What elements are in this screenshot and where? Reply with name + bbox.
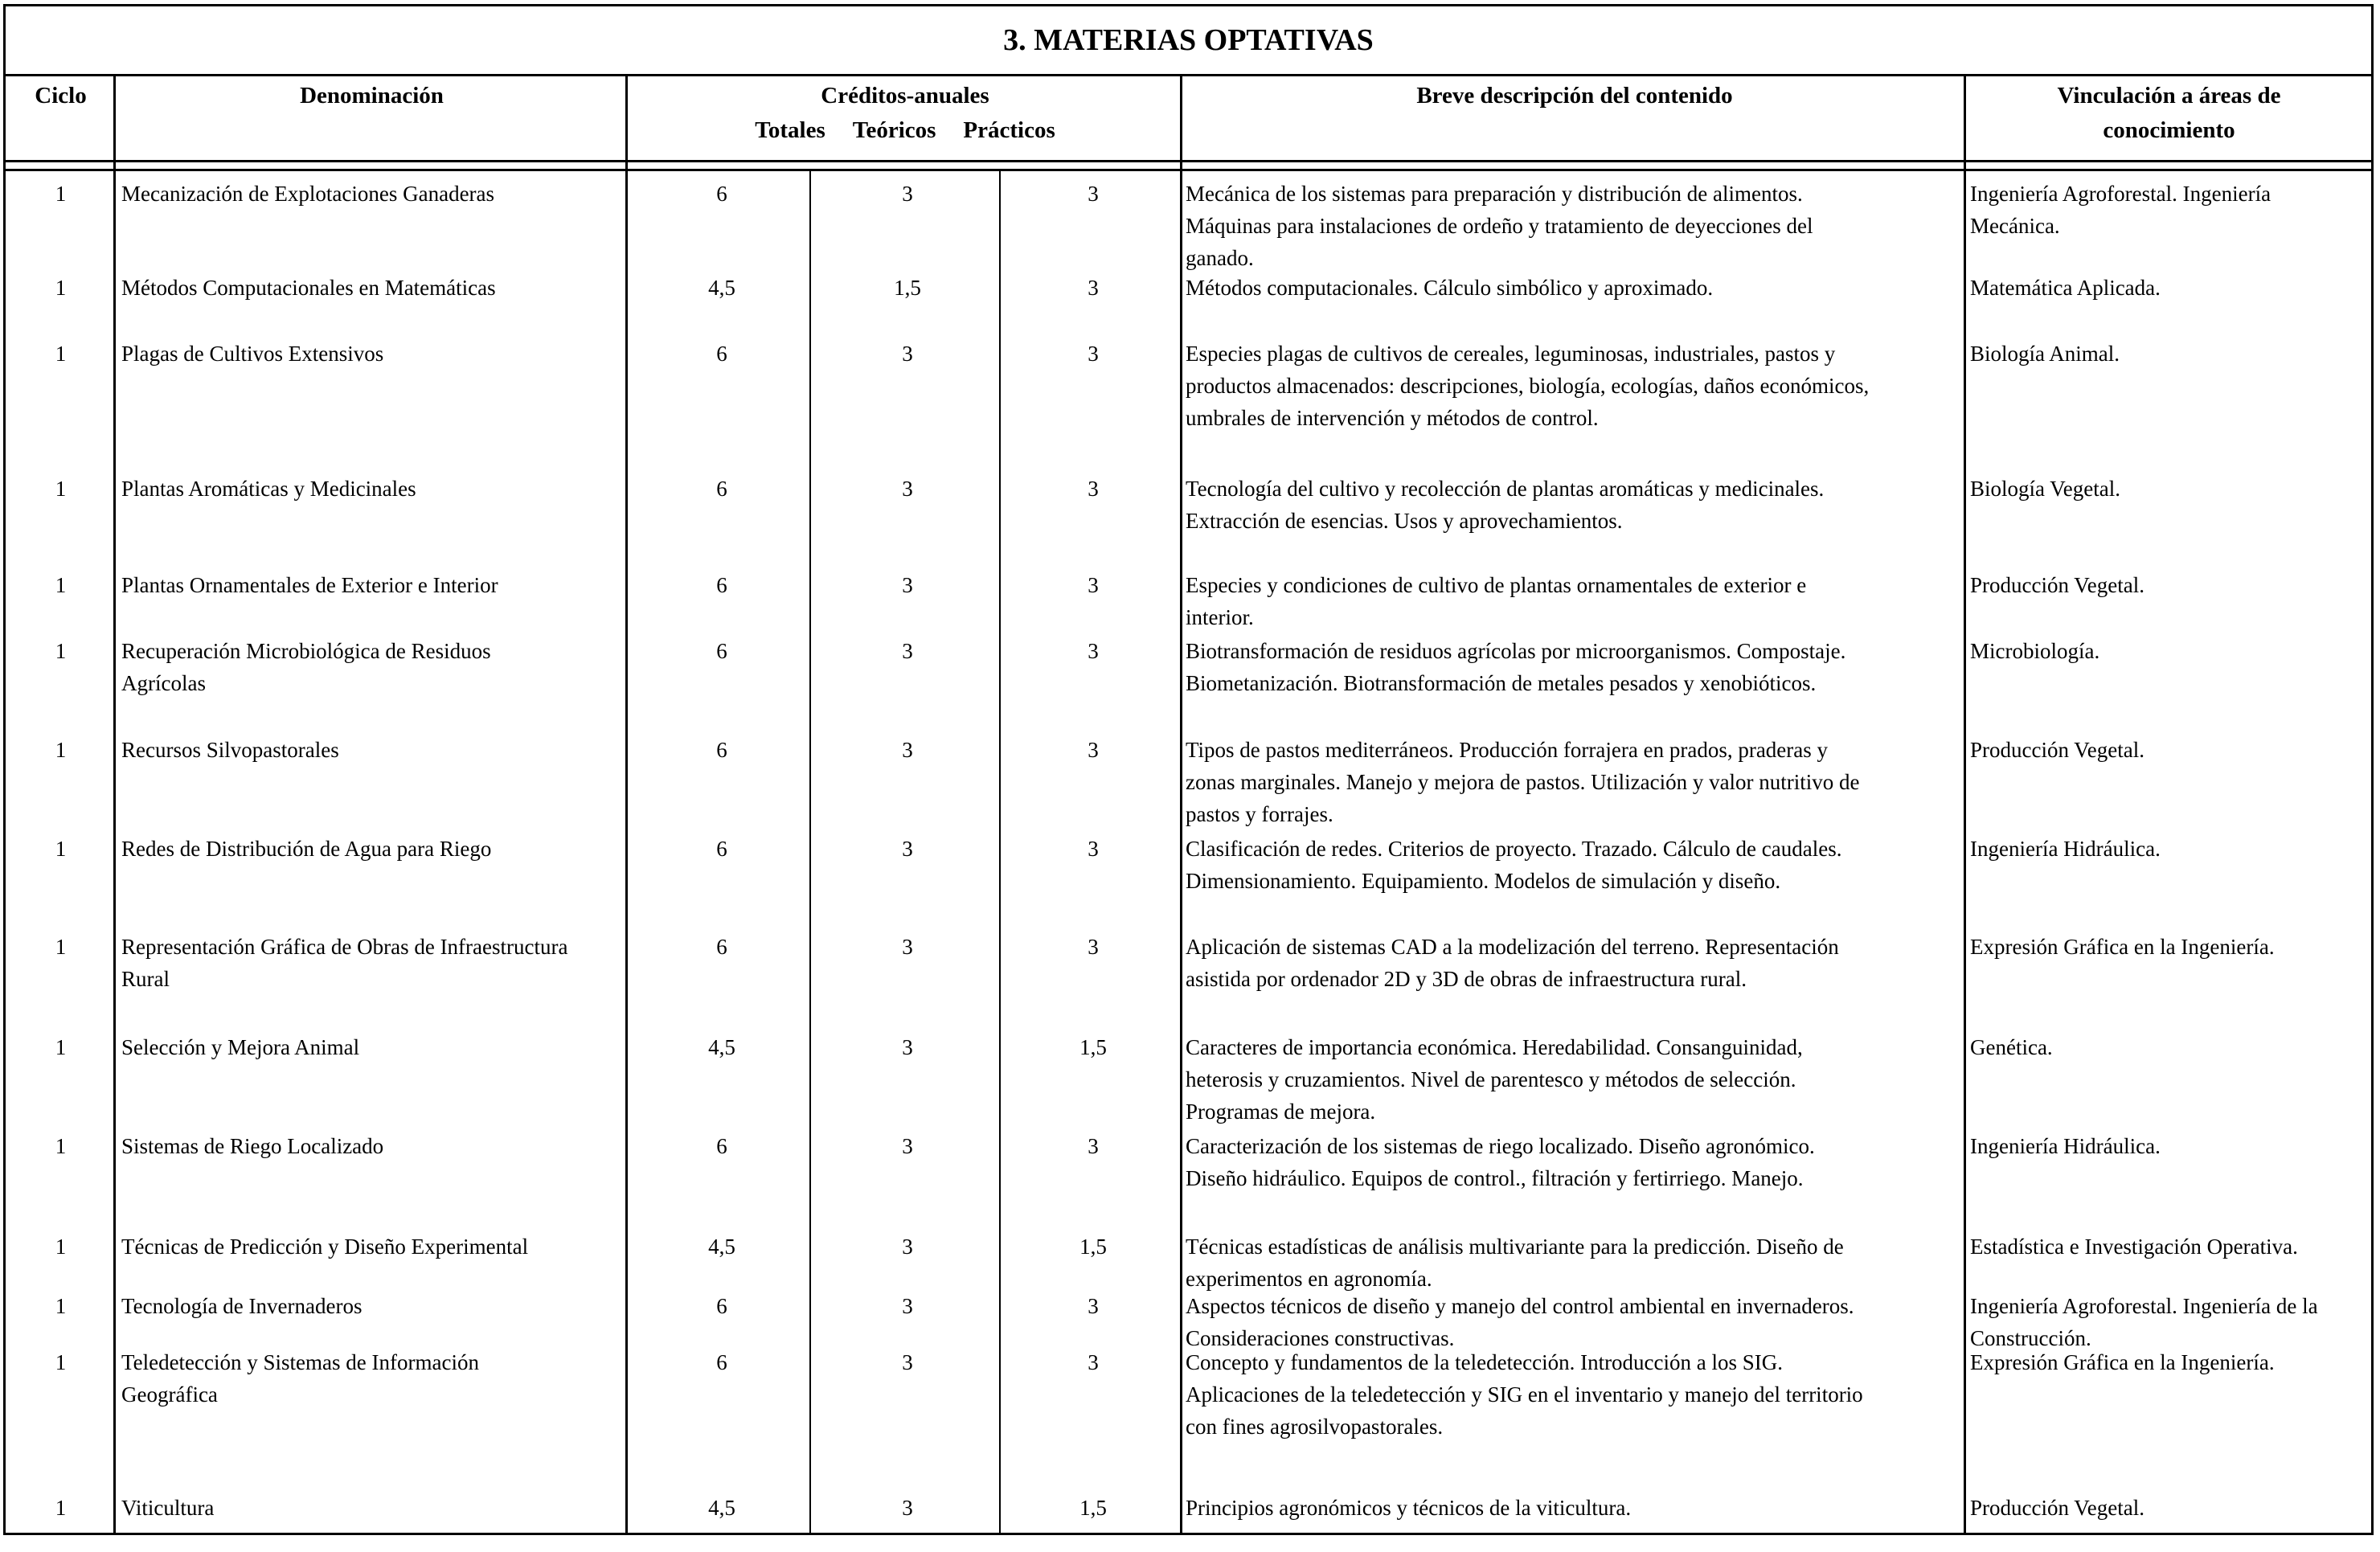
- cell-descripcion: [1186, 1492, 1962, 1524]
- cell-descripcion-line: Principios agronómicos y técnicos de la viticultura.: [1186, 1496, 1632, 1520]
- cell-ciclo: 1: [55, 182, 67, 206]
- header-divider: [6, 160, 2371, 171]
- cell-denominacion-line: Recuperación Microbiológica de Residuos: [121, 639, 491, 663]
- cell-totales: 6: [716, 1134, 727, 1158]
- cell-descripcion: [1186, 1346, 1962, 1443]
- cell-teoricos: 3: [902, 1035, 913, 1059]
- cell-descripcion-line: Diseño hidráulico. Equipos de control., filtración y fertirriego. Manejo.: [1186, 1166, 1804, 1190]
- cell-descripcion-line: Concepto y fundamentos de la teledetección. Introducción a los SIG.: [1186, 1350, 1784, 1374]
- cell-descripcion-line: experimentos en agronomía.: [1186, 1267, 1432, 1291]
- cell-teoricos: 3: [902, 1134, 913, 1158]
- cell-vinculacion: [1970, 635, 2368, 667]
- cell-teoricos: 3: [902, 1235, 913, 1259]
- cell-totales: 6: [716, 1350, 727, 1374]
- cell-denominacion: [121, 1231, 628, 1263]
- cell-denominacion: [121, 1290, 628, 1322]
- cell-practicos: 3: [1088, 573, 1099, 597]
- cell-descripcion: [1186, 272, 1962, 304]
- header-vinculacion: [1967, 74, 2371, 160]
- cell-descripcion: [1186, 931, 1962, 995]
- cell-totales: 6: [716, 935, 727, 959]
- table-frame: [3, 4, 2374, 1535]
- cell-denominacion: [121, 931, 628, 995]
- cell-ciclo: 1: [55, 342, 67, 366]
- cell-totales: 6: [716, 182, 727, 206]
- cell-descripcion: [1186, 178, 1962, 274]
- cell-ciclo: 1: [55, 1350, 67, 1374]
- cell-descripcion-line: Caracterización de los sistemas de riego localizado. Diseño agronómico.: [1186, 1134, 1815, 1158]
- cell-descripcion-line: Aplicaciones de la teledetección y SIG en el inventario y manejo del territorio: [1186, 1382, 1863, 1407]
- cell-descripcion-line: Biotransformación de residuos agrícolas por microorganismos. Compostaje.: [1186, 639, 1846, 663]
- header-denominacion: Denominación: [300, 83, 444, 109]
- cell-descripcion-line: Programas de mejora.: [1186, 1100, 1376, 1124]
- cell-descripcion-line: Máquinas para instalaciones de ordeño y tratamiento de deyecciones del: [1186, 214, 1813, 238]
- cell-vinculacion-line: Producción Vegetal.: [1970, 738, 2144, 762]
- header-creditos: [628, 74, 1182, 160]
- cell-vinculacion-line: Genética.: [1970, 1035, 2053, 1059]
- cell-vinculacion: [1970, 1492, 2368, 1524]
- cell-practicos: 3: [1088, 935, 1099, 959]
- cell-practicos: 1,5: [1079, 1235, 1107, 1259]
- cell-totales: 6: [716, 477, 727, 501]
- header-creditos-label: Créditos-anuales: [821, 83, 989, 109]
- cell-descripcion-line: Aplicación de sistemas CAD a la modelización del terreno. Representación: [1186, 935, 1839, 959]
- cell-descripcion-line: Consideraciones constructivas.: [1186, 1326, 1455, 1350]
- cell-totales: 6: [716, 573, 727, 597]
- cell-teoricos: 3: [902, 1496, 913, 1520]
- cell-denominacion: [121, 635, 628, 699]
- cell-vinculacion: [1970, 1346, 2368, 1378]
- cell-vinculacion-line: Biología Animal.: [1970, 342, 2120, 366]
- cell-practicos: 3: [1088, 477, 1099, 501]
- header-vinculacion-line-1: Vinculación a áreas de: [2057, 83, 2281, 109]
- cell-ciclo: 1: [55, 837, 67, 861]
- cell-teoricos: 3: [902, 1294, 913, 1318]
- cell-denominacion: [121, 473, 628, 505]
- cell-vinculacion: [1970, 931, 2368, 963]
- cell-practicos: 3: [1088, 639, 1099, 663]
- cell-denominacion-line: Teledetección y Sistemas de Información: [121, 1350, 479, 1374]
- cell-descripcion: [1186, 1031, 1962, 1128]
- cell-denominacion-line: Tecnología de Invernaderos: [121, 1294, 363, 1318]
- col-divider-descripcion: [1964, 74, 1966, 1533]
- cell-descripcion-line: con fines agrosilvopastorales.: [1186, 1415, 1444, 1439]
- header-vinculacion-line-2: conocimiento: [2103, 117, 2235, 143]
- cell-vinculacion: [1970, 569, 2368, 601]
- cell-ciclo: 1: [55, 639, 67, 663]
- cell-descripcion-line: Biometanización. Biotransformación de metales pesados y xenobióticos.: [1186, 671, 1817, 695]
- cell-descripcion-line: Clasificación de redes. Criterios de proyecto. Trazado. Cálculo de caudales.: [1186, 837, 1842, 861]
- cell-denominacion-line: Mecanización de Explotaciones Ganaderas: [121, 182, 495, 206]
- cell-ciclo: 1: [55, 477, 67, 501]
- cell-vinculacion: [1970, 473, 2368, 505]
- cell-totales: 4,5: [708, 1035, 735, 1059]
- cell-practicos: 3: [1088, 1134, 1099, 1158]
- cell-descripcion: [1186, 1231, 1962, 1295]
- cell-denominacion: [121, 1031, 628, 1063]
- header-practicos: Prácticos: [963, 117, 1055, 143]
- cell-vinculacion-line: Estadística e Investigación Operativa.: [1970, 1235, 2298, 1259]
- cell-practicos: 3: [1088, 182, 1099, 206]
- cell-vinculacion-line: Producción Vegetal.: [1970, 573, 2144, 597]
- cell-vinculacion-line: Producción Vegetal.: [1970, 1496, 2144, 1520]
- cell-totales: 6: [716, 1294, 727, 1318]
- cell-denominacion-line: Viticultura: [121, 1496, 215, 1520]
- cell-denominacion: [121, 569, 628, 601]
- cell-practicos: 3: [1088, 1294, 1099, 1318]
- cell-vinculacion-line: Microbiología.: [1970, 639, 2100, 663]
- cell-descripcion-line: Métodos computacionales. Cálculo simbólico y aproximado.: [1186, 276, 1714, 300]
- cell-denominacion-line: Técnicas de Predicción y Diseño Experimental: [121, 1235, 529, 1259]
- cell-descripcion-line: Caracteres de importancia económica. Heredabilidad. Consanguinidad,: [1186, 1035, 1803, 1059]
- cell-descripcion-line: asistida por ordenador 2D y 3D de obras de infraestructura rural.: [1186, 967, 1747, 991]
- cell-descripcion-line: productos almacenados: descripciones, biología, ecologías, daños económicos,: [1186, 374, 1870, 398]
- header-totales: Totales: [755, 117, 825, 143]
- cell-denominacion: [121, 272, 628, 304]
- cell-descripcion-line: Especies plagas de cultivos de cereales, leguminosas, industriales, pastos y: [1186, 342, 1836, 366]
- cell-vinculacion: [1970, 338, 2368, 370]
- cell-totales: 6: [716, 342, 727, 366]
- cell-vinculacion-line: Ingeniería Agroforestal. Ingeniería: [1970, 182, 2271, 206]
- cell-practicos: 1,5: [1079, 1035, 1107, 1059]
- cell-descripcion-line: umbrales de intervención y métodos de control.: [1186, 406, 1599, 430]
- cell-descripcion-line: Mecánica de los sistemas para preparación y distribución de alimentos.: [1186, 182, 1803, 206]
- cell-denominacion: [121, 833, 628, 865]
- cell-denominacion-line: Geográfica: [121, 1382, 218, 1407]
- cell-practicos: 3: [1088, 738, 1099, 762]
- cell-ciclo: 1: [55, 276, 67, 300]
- cell-descripcion-line: Dimensionamiento. Equipamiento. Modelos de simulación y diseño.: [1186, 869, 1781, 893]
- cell-denominacion-line: Métodos Computacionales en Matemáticas: [121, 276, 496, 300]
- cell-practicos: 3: [1088, 837, 1099, 861]
- cell-denominacion-line: Plagas de Cultivos Extensivos: [121, 342, 384, 366]
- cell-vinculacion: [1970, 1231, 2368, 1263]
- cell-ciclo: 1: [55, 1496, 67, 1520]
- cell-denominacion: [121, 1346, 628, 1411]
- cell-ciclo: 1: [55, 935, 67, 959]
- cell-practicos: 3: [1088, 342, 1099, 366]
- cell-denominacion-line: Selección y Mejora Animal: [121, 1035, 360, 1059]
- cell-teoricos: 1,5: [894, 276, 921, 300]
- cell-descripcion-line: heterosis y cruzamientos. Nivel de parentesco y métodos de selección.: [1186, 1067, 1796, 1091]
- cell-descripcion: [1186, 1130, 1962, 1194]
- cell-practicos: 1,5: [1079, 1496, 1107, 1520]
- cell-totales: 4,5: [708, 1496, 735, 1520]
- cell-descripcion: [1186, 338, 1962, 434]
- cell-teoricos: 3: [902, 1350, 913, 1374]
- cell-teoricos: 3: [902, 342, 913, 366]
- cell-teoricos: 3: [902, 935, 913, 959]
- cell-vinculacion-line: Expresión Gráfica en la Ingeniería.: [1970, 935, 2275, 959]
- cell-vinculacion-line: Matemática Aplicada.: [1970, 276, 2161, 300]
- cell-vinculacion-line: Ingeniería Hidráulica.: [1970, 1134, 2161, 1158]
- cell-descripcion-line: pastos y forrajes.: [1186, 802, 1333, 826]
- table-title: 3. MATERIAS OPTATIVAS: [6, 6, 2371, 76]
- cell-totales: 4,5: [708, 276, 735, 300]
- cell-ciclo: 1: [55, 1235, 67, 1259]
- cell-descripcion-line: Especies y condiciones de cultivo de plantas ornamentales de exterior e: [1186, 573, 1807, 597]
- cell-denominacion-line: Rural: [121, 967, 170, 991]
- cell-teoricos: 3: [902, 477, 913, 501]
- cell-teoricos: 3: [902, 182, 913, 206]
- cell-totales: 4,5: [708, 1235, 735, 1259]
- cell-vinculacion-line: Biología Vegetal.: [1970, 477, 2120, 501]
- cell-teoricos: 3: [902, 837, 913, 861]
- cell-teoricos: 3: [902, 573, 913, 597]
- cell-ciclo: 1: [55, 1035, 67, 1059]
- cell-denominacion-line: Plantas Aromáticas y Medicinales: [121, 477, 416, 501]
- cell-ciclo: 1: [55, 573, 67, 597]
- cell-descripcion: [1186, 1290, 1962, 1354]
- cell-denominacion: [121, 338, 628, 370]
- cell-denominacion: [121, 1130, 628, 1162]
- cell-descripcion-line: Extracción de esencias. Usos y aprovechamientos.: [1186, 509, 1623, 533]
- cell-denominacion-line: Sistemas de Riego Localizado: [121, 1134, 384, 1158]
- cell-descripcion: [1186, 569, 1962, 633]
- cell-teoricos: 3: [902, 639, 913, 663]
- col-divider-teoricos: [999, 171, 1001, 1533]
- cell-descripcion-line: ganado.: [1186, 246, 1254, 270]
- cell-descripcion: [1186, 833, 1962, 897]
- cell-vinculacion: [1970, 1130, 2368, 1162]
- cell-denominacion-line: Representación Gráfica de Obras de Infraestructura: [121, 935, 568, 959]
- header-descripcion: Breve descripción del contenido: [1416, 83, 1733, 109]
- cell-vinculacion: [1970, 734, 2368, 766]
- cell-ciclo: 1: [55, 1134, 67, 1158]
- cell-vinculacion: [1970, 178, 2368, 242]
- cell-denominacion-line: Agrícolas: [121, 671, 206, 695]
- cell-descripcion-line: Aspectos técnicos de diseño y manejo del control ambiental en invernaderos.: [1186, 1294, 1854, 1318]
- header-creditos-sub: [628, 113, 1182, 148]
- cell-denominacion: [121, 1492, 628, 1524]
- cell-vinculacion: [1970, 272, 2368, 304]
- cell-descripcion-line: Tecnología del cultivo y recolección de plantas aromáticas y medicinales.: [1186, 477, 1825, 501]
- cell-descripcion: [1186, 734, 1962, 830]
- cell-descripcion-line: interior.: [1186, 605, 1254, 629]
- cell-totales: 6: [716, 738, 727, 762]
- cell-vinculacion-line: Mecánica.: [1970, 214, 2060, 238]
- cell-vinculacion-line: Ingeniería Hidráulica.: [1970, 837, 2161, 861]
- header-ciclo: Ciclo: [35, 83, 87, 109]
- cell-descripcion: [1186, 635, 1962, 699]
- cell-ciclo: 1: [55, 1294, 67, 1318]
- cell-denominacion: [121, 734, 628, 766]
- cell-totales: 6: [716, 837, 727, 861]
- cell-descripcion-line: Técnicas estadísticas de análisis multivariante para la predicción. Diseño de: [1186, 1235, 1844, 1259]
- cell-denominacion: [121, 178, 628, 210]
- cell-denominacion-line: Recursos Silvopastorales: [121, 738, 339, 762]
- cell-teoricos: 3: [902, 738, 913, 762]
- cell-descripcion-line: Tipos de pastos mediterráneos. Producción forrajera en prados, praderas y: [1186, 738, 1829, 762]
- cell-vinculacion: [1970, 1031, 2368, 1063]
- cell-totales: 6: [716, 639, 727, 663]
- cell-vinculacion-line: Construcción.: [1970, 1326, 2091, 1350]
- cell-denominacion-line: Redes de Distribución de Agua para Riego: [121, 837, 492, 861]
- cell-vinculacion-line: Expresión Gráfica en la Ingeniería.: [1970, 1350, 2275, 1374]
- header-teoricos: Teóricos: [852, 117, 936, 143]
- cell-denominacion-line: Plantas Ornamentales de Exterior e Interior: [121, 573, 498, 597]
- cell-vinculacion-line: Ingeniería Agroforestal. Ingeniería de la: [1970, 1294, 2318, 1318]
- cell-descripcion: [1186, 473, 1962, 537]
- cell-ciclo: 1: [55, 738, 67, 762]
- cell-practicos: 3: [1088, 276, 1099, 300]
- cell-descripcion-line: zonas marginales. Manejo y mejora de pastos. Utilización y valor nutritivo de: [1186, 770, 1860, 794]
- cell-vinculacion: [1970, 833, 2368, 865]
- cell-practicos: 3: [1088, 1350, 1099, 1374]
- cell-vinculacion: [1970, 1290, 2368, 1354]
